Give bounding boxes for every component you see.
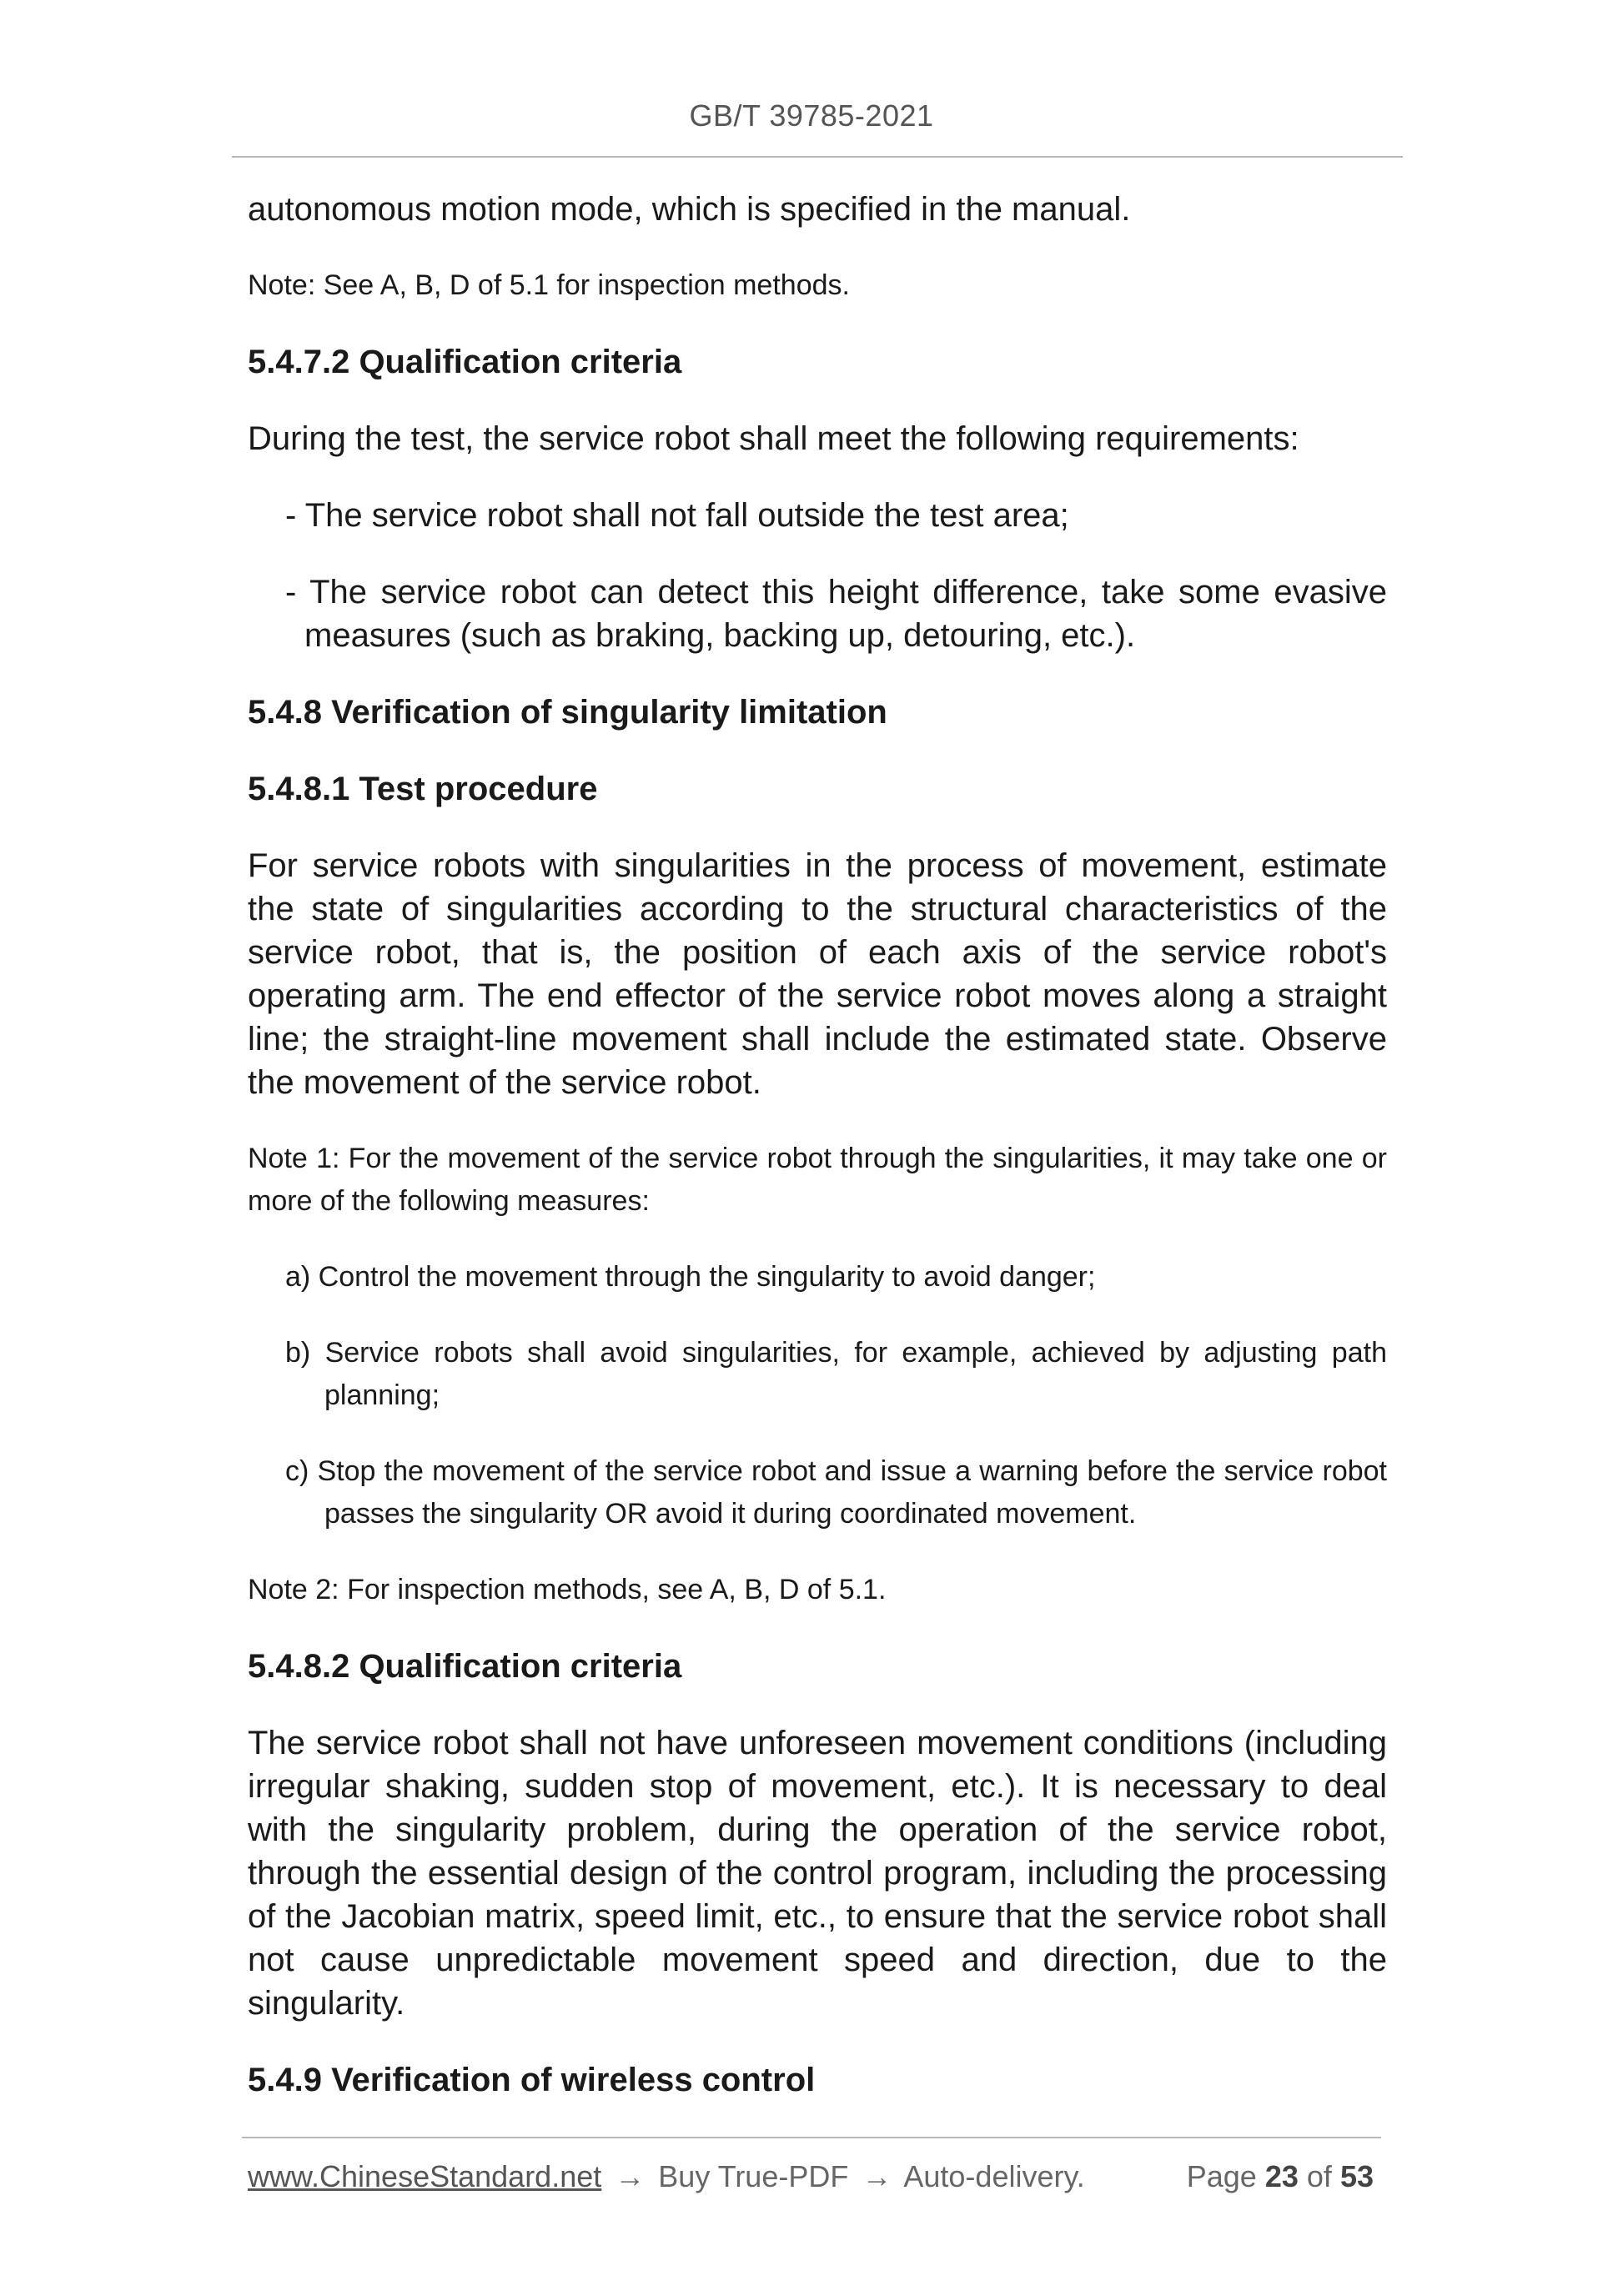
heading-5-4-8-2: 5.4.8.2 Qualification criteria [248, 1648, 682, 1685]
of-label: of [1306, 2159, 1332, 2193]
header-divider [232, 156, 1403, 158]
paragraph-continued: autonomous motion mode, which is specified in the manual. [248, 191, 1131, 228]
page-content [248, 188, 1387, 2135]
heading-5-4-8: 5.4.8 Verification of singularity limitation [248, 694, 887, 731]
measure-item-c: c) Stop the movement of the service robot and issue a warning before the service robot passes the singularity OR avoid it during coordinated movement. [285, 1455, 1387, 1530]
paragraph-requirements-intro: During the test, the service robot shall meet the following requirements: [248, 420, 1299, 457]
page-label: Page [1186, 2159, 1257, 2193]
footer-divider [242, 2137, 1381, 2138]
heading-5-4-9: 5.4.9 Verification of wireless control [248, 2062, 816, 2098]
arrow-right-icon: → [615, 2159, 646, 2193]
measure-item-b: b) Service robots shall avoid singularities, for example, achieved by adjusting path planning; [285, 1337, 1387, 1411]
heading-5-4-8-1: 5.4.8.1 Test procedure [248, 771, 598, 807]
note-1: Note 1: For the movement of the service robot through the singularities, it may take one or more of the following measures: [248, 1143, 1387, 1217]
requirement-item-1: - The service robot shall not fall outside the test area; [285, 497, 1069, 534]
document-id-header: GB/T 39785-2021 [689, 98, 934, 133]
page-counter [1187, 2159, 1374, 2194]
requirement-item-2: - The service robot can detect this height difference, take some evasive measures (such as braking, backing up, detouring, etc.). [285, 574, 1387, 654]
heading-5-4-7-2: 5.4.7.2 Qualification criteria [248, 344, 682, 380]
total-pages-number: 53 [1339, 2159, 1374, 2193]
website-link[interactable]: www.ChineseStandard.net [248, 2159, 602, 2193]
paragraph-test-procedure: For service robots with singularities in the process of movement, estimate the state of singularities according to the structural characteristics of the service robot, that is, the position of each axis of the service robot's operating arm. The end effector of the service robot moves along a straight line; the straight-line movement shall include the estimated state. Observe the movement of the service robot. [248, 847, 1387, 1101]
paragraph-qualification-criteria: The service robot shall not have unforeseen movement conditions (including irregular shaking, sudden stop of movement, etc.). It is necessary to deal with the singularity problem, during the operation of the service robot, through the essential design of the control program, including the processing of the Jacobian matrix, speed limit, etc., to ensure that the service robot shall not cause unpredictable movement speed and direction, due to the singularity. [248, 1725, 1387, 2022]
measure-item-a: a) Control the movement through the singularity to avoid danger; [285, 1261, 1096, 1293]
page-footer [248, 2159, 1374, 2194]
current-page-number: 23 [1264, 2159, 1299, 2193]
note-2: Note 2: For inspection methods, see A, B, D of 5.1. [248, 1574, 887, 1605]
note-inspection-methods: Note: See A, B, D of 5.1 for inspection methods. [248, 269, 850, 301]
buy-pdf-text: Buy True-PDF [658, 2159, 849, 2193]
arrow-right-icon: → [862, 2159, 892, 2193]
auto-delivery-text: Auto-delivery. [903, 2159, 1085, 2193]
